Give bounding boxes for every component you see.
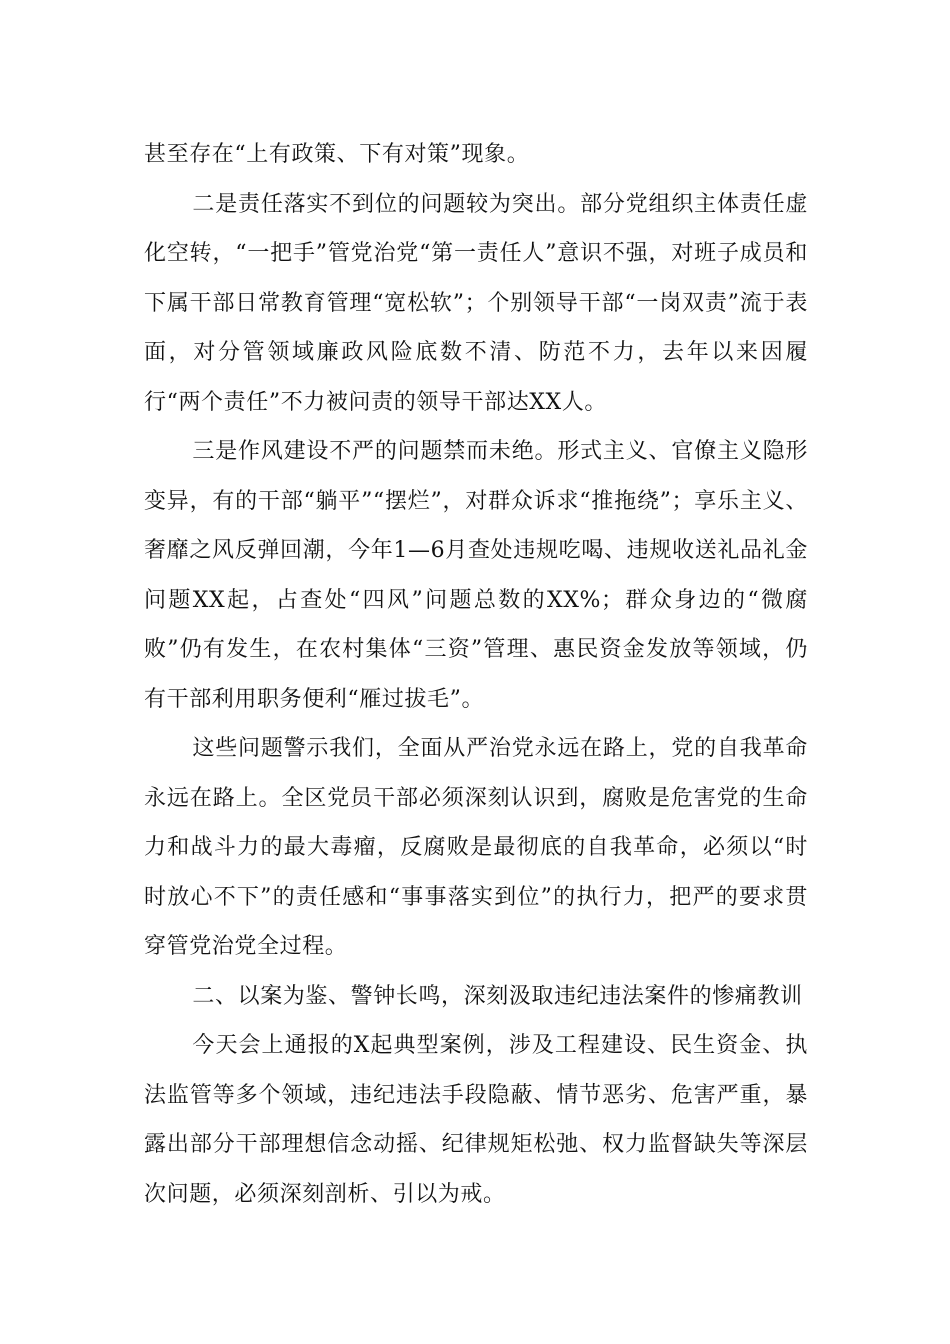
paragraph-cases: 今天会上通报的X起典型案例，涉及工程建设、民生资金、执法监管等多个领域，违纪违法手段隐蔽、情节恶劣、危害严重，暴露出部分干部理想信念动摇、纪律规矩松弛、权力监督缺失等深层次问题，必须深刻剖析、引以为戒。 [144, 1033, 808, 1207]
paragraph-warning: 这些问题警示我们，全面从严治党永远在路上，党的自我革命永远在路上。全区党员干部必须深刻认识到，腐败是危害党的生命力和战斗力的最大毒瘤，反腐败是最彻底的自我革命，必须以“时时放心不下”的责任感和“事事落实到位”的执行力，把严的要求贯穿管党治党全过程。 [144, 736, 808, 959]
paragraph-responsibility: 二是责任落实不到位的问题较为突出。部分党组织主体责任虚化空转，“一把手”管党治党“第一责任人”意识不强，对班子成员和下属干部日常教育管理“宽松软”；个别领导干部“一岗双责”流于表面，对分管领域廉政风险底数不清、防范不力，去年以来因履行“两个责任”不力被问责的领导干部达XX人。 [144, 191, 808, 415]
document-page [144, 130, 808, 1219]
section-heading: 二、以案为鉴、警钟长鸣，深刻汲取违纪违法案件的惨痛教训 [192, 983, 803, 1009]
paragraph-work-style: 三是作风建设不严的问题禁而未绝。形式主义、官僚主义隐形变异，有的干部“躺平”“摆烂”，对群众诉求“推拖绕”；享乐主义、奢靡之风反弹回潮，今年1—6月查处违规吃喝、违规收送礼品礼金问题XX起，占查处“四风”问题总数的XX%；群众身边的“微腐败”仍有发生，在农村集体“三资”管理、惠民资金发放等领域，仍有干部利用职务便利“雁过拔毛”。 [144, 439, 808, 712]
paragraph-continuation: 甚至存在“上有政策、下有对策”现象。 [144, 142, 530, 167]
